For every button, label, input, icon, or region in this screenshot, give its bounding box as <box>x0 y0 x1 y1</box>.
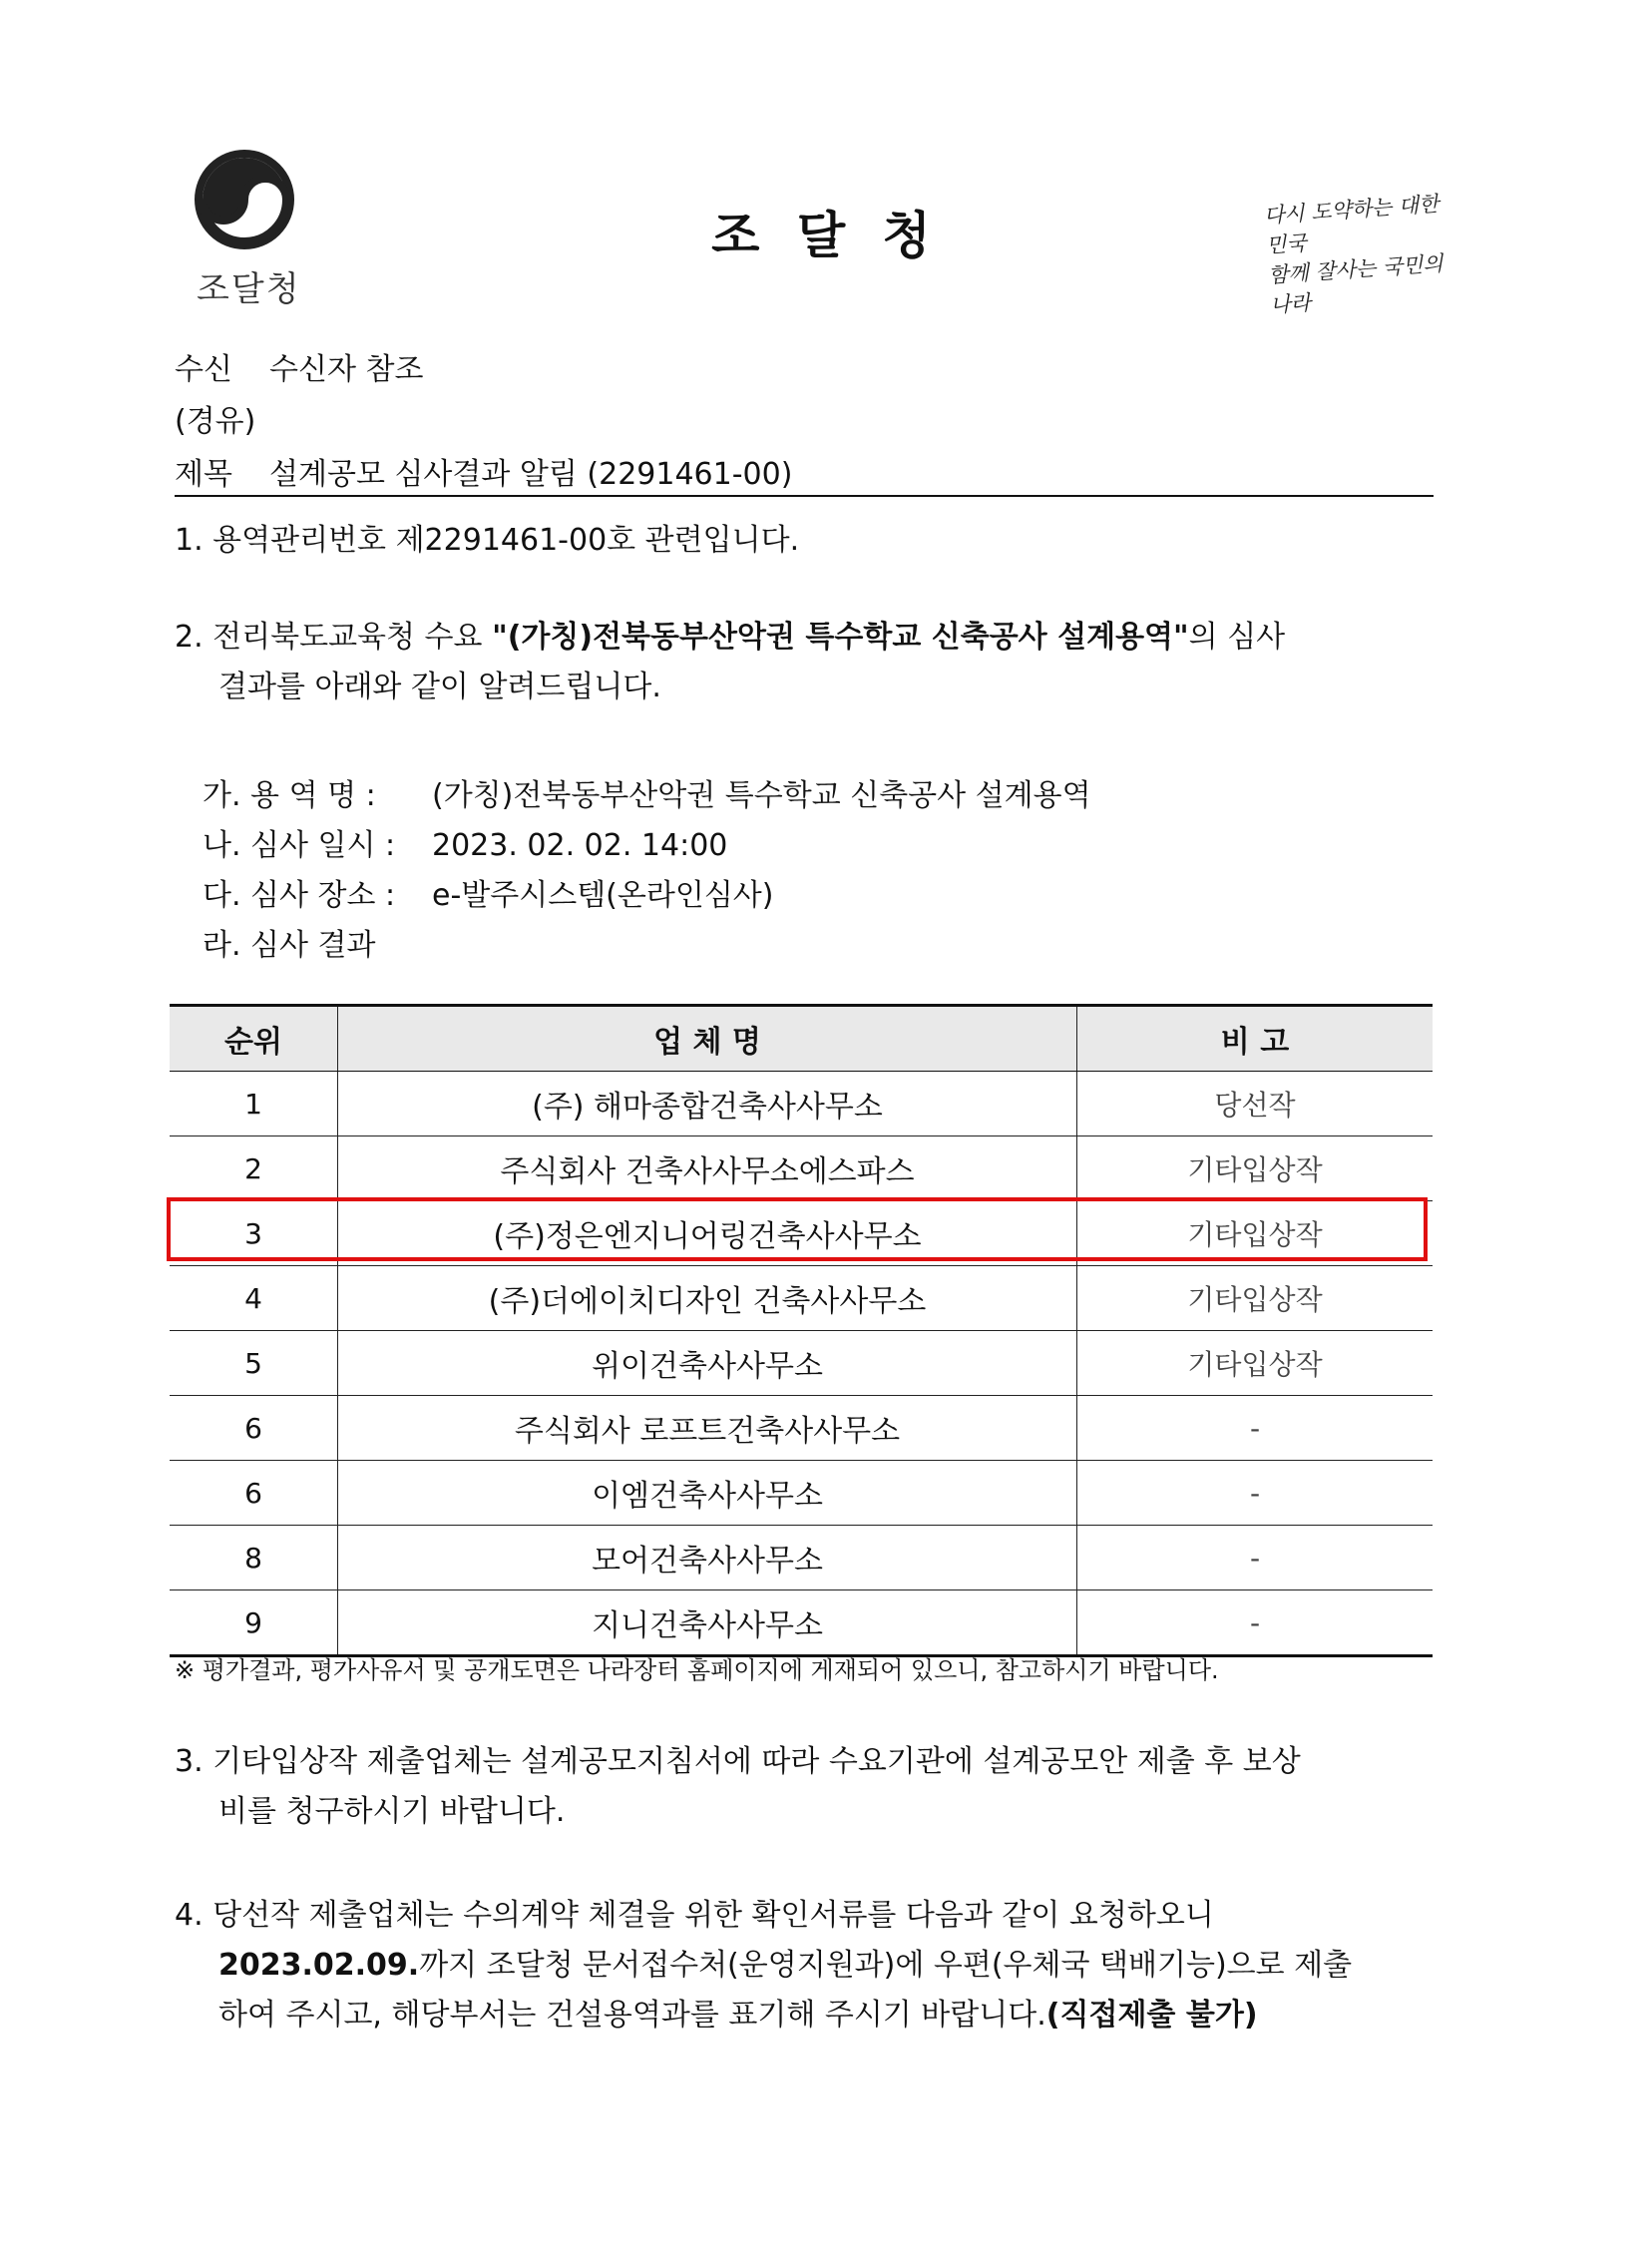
paragraph-2-line-2: 결과를 아래와 같이 알려드립니다. <box>218 670 661 704</box>
subject-value: 설계공모 심사결과 알림 (2291461-00) <box>269 457 793 492</box>
paragraph-1: 1. 용역관리번호 제2291461-00호 관련입니다. <box>175 523 800 558</box>
note-cell: - <box>1249 1605 1261 1639</box>
note-cell: 기타입상작 <box>1187 1153 1323 1186</box>
row-highlight-box <box>167 1197 1428 1261</box>
detail-value: (가칭)전북동부산악권 특수학교 신축공사 설계용역 <box>432 778 1091 813</box>
rank-cell: 1 <box>170 1072 338 1135</box>
paragraph-3-line-1: 3. 기타입상작 제출업체는 설계공모지침서에 따라 수요기관에 설계공모안 제출 후 보상 <box>175 1744 1301 1779</box>
paragraph-2 <box>175 613 1437 712</box>
table-row <box>170 1590 1433 1654</box>
company-cell: 주식회사 로프트건축사사무소 <box>338 1396 1077 1460</box>
rank-cell: 4 <box>170 1266 338 1330</box>
table-row <box>170 1396 1433 1461</box>
rank-cell: 2 <box>170 1136 338 1200</box>
deadline-date: 2023.02.09. <box>218 1948 420 1983</box>
slogan-line: 함께 잘사는 국민의 나라 <box>1267 251 1445 318</box>
note-cell: - <box>1249 1476 1261 1510</box>
note-cell: 기타입상작 <box>1187 1348 1323 1381</box>
table-row <box>170 1072 1433 1136</box>
company-cell: (주)더에이치디자인 건축사사무소 <box>338 1266 1077 1330</box>
paragraph-4 <box>175 1891 1437 2041</box>
detail-value: 2023. 02. 02. 14:00 <box>432 828 728 863</box>
detail-row <box>203 870 774 914</box>
rank-cell: 3 <box>170 1201 338 1265</box>
table-row <box>170 1526 1433 1590</box>
slogan-line: 다시 도약하는 대한민국 <box>1263 192 1441 258</box>
company-cell: (주) 해마종합건축사사무소 <box>338 1072 1077 1135</box>
note-cell: 당선작 <box>1214 1089 1296 1122</box>
project-title: "(가칭)전북동부산악권 특수학교 신축공사 설계용역" <box>492 620 1189 655</box>
header-company: 업 체 명 <box>338 1007 1077 1071</box>
rank-cell: 6 <box>170 1396 338 1460</box>
note-cell: - <box>1249 1411 1261 1445</box>
table-footnote: ※ 평가결과, 평가사유서 및 공개도면은 나라장터 홈페이지에 게재되어 있으니, 참고하시기 바랍니다. <box>175 1656 1219 1684</box>
company-cell: (주)정은엔지니어링건축사사무소 <box>338 1201 1077 1265</box>
detail-row <box>203 770 1091 814</box>
header-divider <box>175 495 1434 497</box>
company-cell: 모어건축사사무소 <box>338 1526 1077 1589</box>
detail-value: e-발주시스템(온라인심사) <box>432 878 774 913</box>
note-cell: 기타입상작 <box>1187 1218 1323 1251</box>
detail-row <box>203 920 432 964</box>
recipient-line <box>175 344 423 388</box>
paragraph-2-line-1 <box>175 613 1437 663</box>
paragraph-4-line-1: 4. 당선작 제출업체는 수의계약 체결을 위한 확인서류를 다음과 같이 요청하오니 <box>175 1898 1214 1933</box>
no-direct-submission: (직접제출 불가) <box>1045 1998 1258 2033</box>
company-cell: 위이건축사사무소 <box>338 1331 1077 1395</box>
company-cell: 이엠건축사사무소 <box>338 1461 1077 1525</box>
rank-cell: 9 <box>170 1590 338 1654</box>
table-row <box>170 1461 1433 1526</box>
detail-label: 라. 심사 결과 <box>203 928 376 963</box>
detail-row <box>203 820 727 864</box>
recipient-label: 수신 <box>175 352 232 387</box>
rank-cell: 6 <box>170 1461 338 1525</box>
paragraph-2-prefix: 2. 전리북도교육청 수요 <box>175 620 493 655</box>
logo-text: 조달청 <box>197 269 301 309</box>
table-header-row <box>170 1007 1433 1072</box>
recipient-value: 수신자 참조 <box>269 352 424 387</box>
company-cell: 주식회사 건축사사무소에스파스 <box>338 1136 1077 1200</box>
paragraph-4-line-3 <box>175 1991 1437 2041</box>
table-row <box>170 1331 1433 1396</box>
detail-label: 가. 용 역 명 : <box>203 778 376 813</box>
slogan <box>1263 189 1450 320</box>
detail-label: 나. 심사 일시 : <box>203 828 396 863</box>
header-note: 비 고 <box>1220 1025 1290 1060</box>
paragraph-4-line-2-text: 까지 조달청 문서접수처(운영지원과)에 우편(우체국 택배기능)으로 제출 <box>419 1948 1353 1983</box>
note-cell: 기타입상작 <box>1187 1283 1323 1316</box>
table-row <box>170 1136 1433 1201</box>
paragraph-3-line-2: 비를 청구하시기 바랍니다. <box>218 1794 566 1829</box>
note-cell: - <box>1249 1541 1261 1575</box>
subject-label: 제목 <box>175 457 232 492</box>
paragraph-4-line-2 <box>175 1941 1437 1991</box>
detail-label: 다. 심사 장소 : <box>203 878 396 913</box>
result-table <box>170 1004 1433 1657</box>
table-row <box>170 1266 1433 1331</box>
header-rank: 순위 <box>170 1007 338 1071</box>
paragraph-4-line-3-text: 하여 주시고, 해당부서는 건설용역과를 표기해 주시기 바랍니다. <box>218 1998 1046 2033</box>
rank-cell: 5 <box>170 1331 338 1395</box>
paragraph-2-suffix: 의 심사 <box>1188 620 1286 655</box>
company-cell: 지니건축사사무소 <box>338 1590 1077 1654</box>
paragraph-3 <box>175 1737 1437 1837</box>
rank-cell: 8 <box>170 1526 338 1589</box>
org-title: 조 달 청 <box>711 207 941 264</box>
subject-line <box>175 449 792 493</box>
via-line: (경유) <box>175 404 256 439</box>
